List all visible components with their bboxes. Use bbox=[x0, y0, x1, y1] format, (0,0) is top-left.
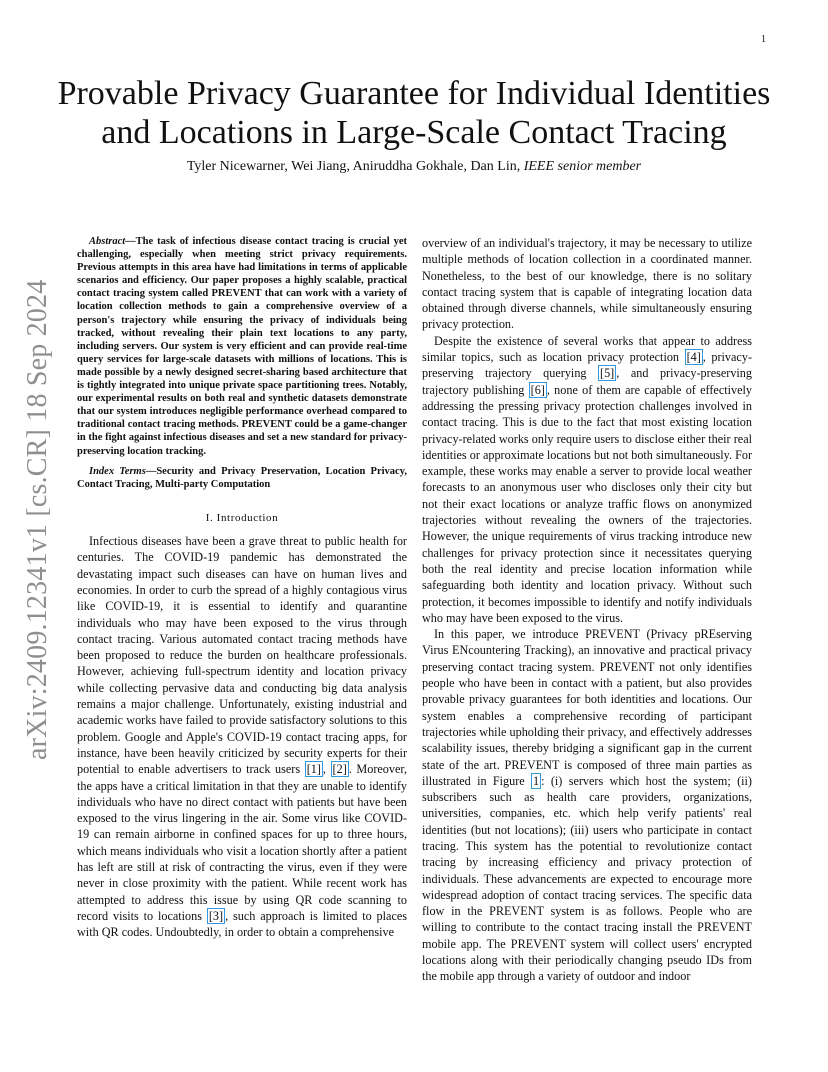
citation-link-1[interactable]: [1] bbox=[306, 762, 321, 777]
citation-link-2[interactable]: [2] bbox=[332, 762, 347, 777]
left-column bbox=[77, 235, 407, 941]
abstract bbox=[77, 235, 407, 458]
abstract-text: —The task of infectious disease contact tracing is crucial yet challenging, especially when meeting strict privacy requirements. Previous attempts in this area have had limitations in terms of applicable scenarios and efficiency. Our paper proposes a highly scalable, practical contact tracing system called PREVENT that can work with a variety of location collection methods to gain a comprehensive overview of a person's trajectory while ensuring the privacy of individuals being tracked, without revealing their plain text locations to any party, including servers. Our system is very efficient and can provide real-time query services for large-scale datasets with millions of locations. This is made possible by a newly designed secret-sharing based architecture that is tightly integrated into unique private space partitioning trees. Notably, our experimental results on both real and synthetic datasets demonstrate that our system introduces negligible performance overhead compared to traditional contact tracing methods. PREVENT could be a game-changer in the fight against infectious diseases and set a new standard for privacy-preserving location tracking. bbox=[77, 236, 407, 457]
title-line-2: and Locations in Large-Scale Contact Tracing bbox=[101, 114, 727, 151]
title-line-1: Provable Privacy Guarantee for Individual Identities bbox=[57, 75, 771, 112]
section-heading: I. Introduction bbox=[205, 511, 279, 524]
index-terms-text: —Security and Privacy Preservation, Location Privacy, Contact Tracing, Multi-party Computation bbox=[77, 465, 407, 490]
index-terms-label: Index Terms bbox=[89, 465, 146, 477]
citation-link-3[interactable]: [3] bbox=[208, 908, 224, 923]
author-list bbox=[40, 159, 788, 175]
intro-paragraph-1-continued: overview of an individual's trajectory, it may be necessary to utilize multiple methods of location collection in a coordinated manner. Nonetheless, to the best of our knowledge, there is no solitary contact tracing system that is capable of integrating location data obtained through diverse channels, while simultaneously ensuring privacy protection. bbox=[422, 236, 752, 332]
right-column bbox=[422, 235, 752, 985]
author-role: IEEE senior member bbox=[523, 159, 642, 174]
figure-link-1[interactable]: 1 bbox=[533, 773, 540, 788]
page-number: 1 bbox=[761, 34, 766, 45]
intro-paragraph-1: Infectious diseases have been a grave threat to public health for centuries. The COVID-19 pandemic has demonstrated the devastating impact such diseases can have on human lives and economies. In order to curb the spread of a highly contagious virus like COVID-19, it is essential to identify and quarantine individuals who may have been exposed to the virus through contact tracing. Various automated contact tracing methods have been proposed to reduce the burden on healthcare professionals. However, achieving full-spectrum identity and location privacy while collecting pervasive data and conducting big data analysis remains a major challenge. Unfortunately, existing industrial and academic works have failed to provide satisfactory solutions to this problem. Google and Apple's COVID-19 contact tracing apps, for instance, have been heavily criticized by security experts for their potential to enable advertisers to track users [1] , [2] . Moreover, the apps have a critical limitation in that they are unable to identify individuals who have no direct contact with patients but have been exposed to the virus lingering in the air. Some virus like COVID-19 can remain airborne in confined spaces for up to three hours, which means individuals who visit a location shortly after a patient has left are still at risk of contracting the virus, even if they were never in close proximity with the patient. While recent work has attempted to address this issue by using QR code scanning to record visits to locations [3] , such approach is limited to places with QR codes. Undoubtedly, in order to obtain a comprehensive bbox=[77, 534, 408, 940]
author-names: Tyler Nicewarner, Wei Jiang, Aniruddha Gokhale, Dan Lin, bbox=[186, 159, 524, 174]
intro-paragraph-3: In this paper, we introduce PREVENT (Privacy pREserving Virus ENcountering Tracking), an innovative and practical privacy preserving contact tracing system. PREVENT not only identifies people who have been in contact with a patient, but also provides provable privacy guarantees for both identities and locations. Our system enables a comprehensive recording of participant trajectories while upholding their privacy, and effectively addresses scalability issues, thereby bridging a significant gap in the current state of the art. PREVENT is composed of three main parties as illustrated in Figure 1 : (i) servers which host the system; (ii) subscribers such as health care providers, organizations, universities, companies, etc. which help verify patients' real identities (but not locations); (iii) users who participate in contact tracing. This system has the potential to revolutionize contact tracing by increasing efficiency and privacy protection of individuals. These advancements are expected to encourage more widespread adoption of contact tracing services. The specific data flow in the PREVENT system is as follows. People who are willing to contribute to the contact tracing install the PREVENT mobile app. The PREVENT system will collect users' encrypted locations along with their periodically changing pseudo IDs from the mobile app through a variety of outdoor and indoor bbox=[422, 627, 752, 984]
intro-paragraph-2: Despite the existence of several works that appear to address similar topics, such as location privacy protection [4] , privacy-preserving trajectory querying [5] , and privacy-preserving trajectory publishing [6] , none of them are capable of effectively addressing the pressing privacy protection challenges involved in contact tracing. This is due to the fact that most existing location privacy-related works only require users to disclose either their real identities or approximate locations but not both simultaneously. For example, these works may enable a server to provide local weather forecasts to an anonymous user who discloses only their city but not their exact locations or analyze traffic flows on anonymized trajectories without revealing the owners of the trajectories. However, the unique requirements of virus tracking introduce new challenges for privacy protection since it necessitates querying both the real identity and precise location information while safeguarding both identity and location privacy. Without such protection, it becomes impossible to identify and notify individuals who may have been exposed to the virus. bbox=[422, 333, 752, 625]
paper-title bbox=[40, 74, 788, 152]
index-terms bbox=[77, 465, 407, 491]
citation-link-6[interactable]: [6] bbox=[530, 382, 545, 397]
citation-link-5[interactable]: [5] bbox=[600, 366, 615, 381]
arxiv-identifier: arXiv:2409.12341v1 [cs.CR] 18 Sep 2024 bbox=[22, 279, 53, 760]
citation-link-4[interactable]: [4] bbox=[686, 350, 701, 365]
abstract-label: Abstract bbox=[89, 236, 126, 247]
